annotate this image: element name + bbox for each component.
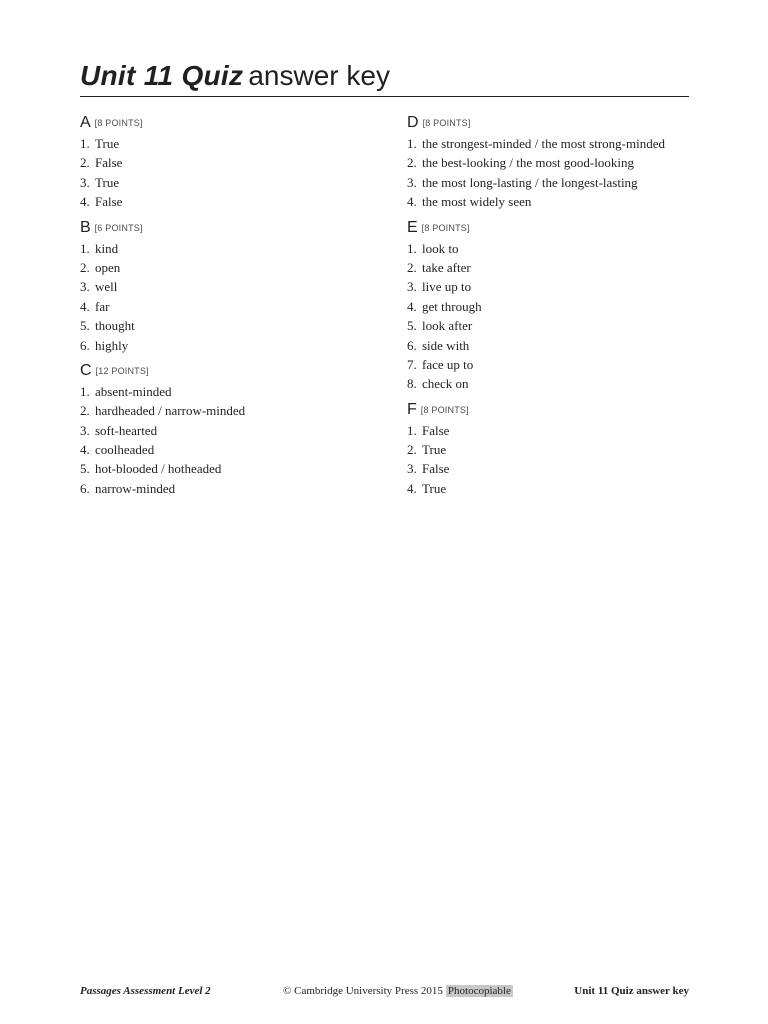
answer-number: 5. [80,461,90,477]
answer-text: far [95,298,110,314]
answer-number: 1. [407,422,417,438]
answer-item [407,479,697,498]
answer-text: True [422,480,447,496]
section-points: [8 POINTS] [94,118,143,128]
answer-text: True [95,174,120,190]
answer-number: 3. [407,279,417,295]
answer-item [80,440,370,459]
answer-item [80,173,370,192]
answer-number: 5. [407,318,417,334]
answer-text: the most long-lasting / the longest-lasting [422,174,638,190]
answer-item [407,173,697,192]
answer-number: 3. [407,461,417,477]
section-points: [6 POINTS] [94,222,143,233]
answer-number: 4. [80,442,90,458]
answer-number: 3. [80,279,90,295]
page-title-normal: answer key [248,60,390,91]
answer-number: 4. [407,480,417,496]
answer-list [407,134,697,212]
section-heading [407,112,697,134]
section-heading [80,112,370,134]
answer-text: face up to [422,356,474,372]
answer-item [407,459,697,478]
answer-number: 3. [80,422,90,438]
answer-item [80,297,370,316]
answer-list [407,239,697,394]
answer-item [80,134,370,153]
answer-number: 6. [407,337,417,353]
answer-item [407,421,697,440]
answer-item [80,459,370,478]
answer-number: 2. [80,259,90,275]
answer-item [80,382,370,401]
answer-text: take after [422,259,471,275]
answer-item [407,134,697,153]
answer-text: False [95,155,123,171]
answer-number: 6. [80,480,90,496]
section-letter: A [80,114,91,131]
answer-list [80,134,370,212]
answer-number: 6. [80,337,90,353]
answer-item [80,479,370,498]
section-heading [407,399,697,421]
answer-list [80,239,370,355]
answer-number: 1. [407,240,417,256]
right-column [407,112,697,503]
section-letter: B [80,218,91,236]
answer-item [80,192,370,211]
answer-text: well [95,279,118,295]
section-heading [80,217,370,239]
answer-number: 3. [407,174,417,190]
answer-text: coolheaded [95,442,155,458]
section-a [80,112,370,212]
answer-number: 2. [407,155,417,171]
answer-number: 4. [407,194,417,210]
answer-number: 4. [407,298,417,314]
answer-number: 3. [80,174,90,190]
answer-list [407,421,697,499]
photocopiable-badge: Photocopiable [447,985,511,997]
answer-text: False [422,422,450,438]
answer-text: check on [422,376,469,392]
answer-item [407,192,697,211]
answer-item [80,258,370,277]
section-letter: F [407,400,417,418]
section-heading [80,360,370,382]
answer-number: 2. [407,442,417,458]
answer-number: 2. [80,155,90,171]
answer-text: open [95,259,121,275]
footer-book-title: Passages Assessment Level 2 [80,985,211,997]
answer-item [80,421,370,440]
answer-item [407,336,697,355]
answer-text: look after [422,318,473,334]
answer-item [80,316,370,335]
section-b [80,217,370,355]
answer-text: narrow-minded [95,480,176,496]
answer-text: True [95,136,120,151]
answer-text: the most widely seen [422,194,532,210]
answer-item [407,153,697,172]
page-title-bold: Unit 11 Quiz [80,60,244,91]
section-points: [8 POINTS] [421,222,470,233]
answer-text: the strongest-minded / the most strong-minded [422,136,665,151]
answer-text: True [422,442,447,458]
answer-text: live up to [422,279,472,295]
footer-copyright [283,983,513,999]
section-points: [8 POINTS] [422,118,471,128]
answer-item [80,336,370,355]
answer-text: look to [422,240,459,256]
answer-text: kind [95,240,119,256]
answer-text: get through [422,298,482,314]
answer-item [407,355,697,374]
answer-number: 1. [80,383,90,399]
section-f [407,399,697,499]
answer-text: absent-minded [95,383,172,399]
answer-number: 7. [407,356,417,372]
page-title [80,58,390,94]
answer-item [80,277,370,296]
footer-copyright-text: © Cambridge University Press 2015 [283,985,443,997]
answer-number: 2. [407,259,417,275]
answer-number: 1. [407,136,417,151]
answer-item [407,297,697,316]
answer-number: 1. [80,136,90,151]
answer-text: side with [422,337,470,353]
answer-item [407,316,697,335]
answer-text: highly [95,337,129,353]
section-points: [12 POINTS] [95,365,149,376]
answer-item [407,258,697,277]
left-column [80,112,370,503]
answer-number: 1. [80,240,90,256]
answer-text: hot-blooded / hotheaded [95,461,222,477]
section-c [80,360,370,498]
answer-number: 4. [80,298,90,314]
answer-item [80,401,370,420]
answer-item [407,277,697,296]
section-letter: E [407,218,418,236]
answer-item [407,239,697,258]
answer-list [80,382,370,498]
section-letter: D [407,114,419,131]
answer-number: 4. [80,194,90,210]
section-heading [407,217,697,239]
answer-item [407,374,697,393]
section-points: [8 POINTS] [420,404,469,415]
answer-text: thought [95,318,135,334]
section-letter: C [80,361,92,379]
answer-text: False [95,194,123,210]
answer-item [407,440,697,459]
answer-item [80,153,370,172]
answer-text: the best-looking / the most good-looking [422,155,634,171]
answer-number: 2. [80,403,90,419]
answer-text: soft-hearted [95,422,158,438]
answer-number: 5. [80,318,90,334]
answer-item [80,239,370,258]
answer-number: 8. [407,376,417,392]
title-rule [80,96,689,97]
answer-text: hardheaded / narrow-minded [95,403,246,419]
section-e [407,217,697,394]
section-d [407,112,697,212]
footer-page-label: Unit 11 Quiz answer key [574,985,689,997]
answer-text: False [422,461,450,477]
